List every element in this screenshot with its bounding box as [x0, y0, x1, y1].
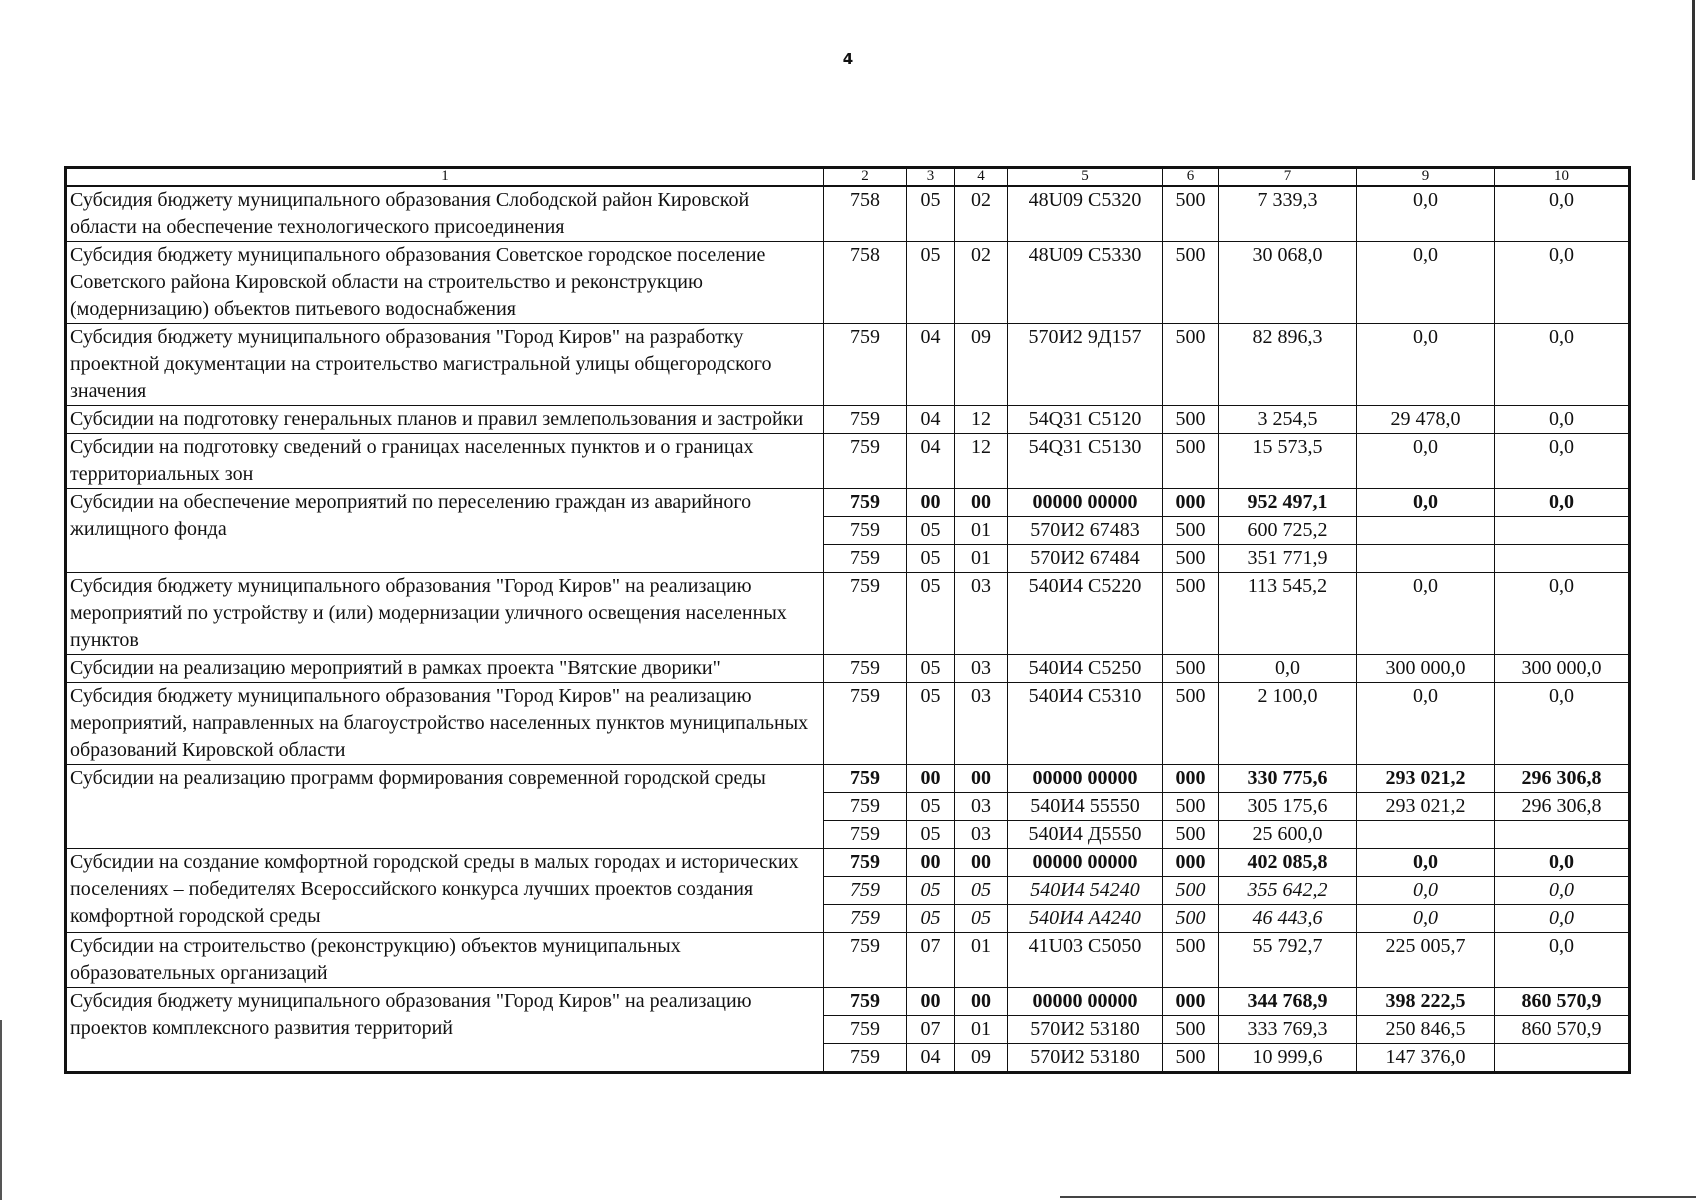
- table-cell: 500: [1163, 1016, 1219, 1044]
- table-cell: 860 570,9: [1495, 988, 1629, 1016]
- table-cell: 500: [1163, 683, 1219, 765]
- table-cell: 0,0: [1357, 573, 1495, 655]
- table-cell: 540И4 55550: [1008, 793, 1163, 821]
- table-cell: 2 100,0: [1219, 683, 1357, 765]
- table-cell: 09: [955, 1044, 1008, 1072]
- table-cell: 296 306,8: [1495, 793, 1629, 821]
- table-cell: 04: [907, 434, 955, 489]
- table-cell: 570И2 9Д157: [1008, 324, 1163, 406]
- table-cell: 000: [1163, 765, 1219, 793]
- table-cell: 000: [1163, 489, 1219, 517]
- table-cell: 00000 00000: [1008, 765, 1163, 793]
- table-cell: 01: [955, 545, 1008, 573]
- table-cell: 05: [907, 186, 955, 242]
- table-row: [67, 406, 1629, 434]
- table-cell: 0,0: [1495, 406, 1629, 434]
- table-cell: 759: [824, 1016, 907, 1044]
- table-cell: 759: [824, 765, 907, 793]
- table-cell: 41U03 С5050: [1008, 933, 1163, 988]
- table-cell: 00: [907, 849, 955, 877]
- table-cell: 759: [824, 683, 907, 765]
- table-cell: 30 068,0: [1219, 242, 1357, 324]
- table-cell: 333 769,3: [1219, 1016, 1357, 1044]
- table-cell: 570И2 67484: [1008, 545, 1163, 573]
- table-cell: 0,0: [1495, 186, 1629, 242]
- table-row: [67, 683, 1629, 765]
- table-cell: 758: [824, 242, 907, 324]
- table-cell: 03: [955, 821, 1008, 849]
- table-cell: 759: [824, 406, 907, 434]
- table-cell: 759: [824, 655, 907, 683]
- table-cell: 00: [955, 988, 1008, 1016]
- table-cell: 759: [824, 988, 907, 1016]
- row-description: Субсидия бюджету муниципального образования "Город Киров" на реализацию мероприятий по устройству и (или) модернизации уличного освещения населенных пунктов: [67, 573, 824, 655]
- table-cell: 500: [1163, 406, 1219, 434]
- header-cell: 10: [1495, 169, 1629, 187]
- table-cell: 300 000,0: [1357, 655, 1495, 683]
- table-cell: 00: [907, 765, 955, 793]
- table-cell: 00: [907, 489, 955, 517]
- table-cell: 05: [907, 242, 955, 324]
- row-description: Субсидия бюджету муниципального образования "Город Киров" на разработку проектной документации на строительство магистральной улицы общегородского значения: [67, 324, 824, 406]
- table-cell: 300 000,0: [1495, 655, 1629, 683]
- table-cell: 402 085,8: [1219, 849, 1357, 877]
- table-cell: 398 222,5: [1357, 988, 1495, 1016]
- table-cell: 759: [824, 573, 907, 655]
- table-cell: 296 306,8: [1495, 765, 1629, 793]
- row-description: Субсидия бюджету муниципального образования "Город Киров" на реализацию мероприятий, направленных на благоустройство населенных пунктов муниципальных образований Кировской области: [67, 683, 824, 765]
- table-cell: [1495, 1044, 1629, 1072]
- table-cell: 759: [824, 545, 907, 573]
- table-cell: 860 570,9: [1495, 1016, 1629, 1044]
- table-cell: 0,0: [1357, 186, 1495, 242]
- table-cell: 759: [824, 877, 907, 905]
- table-cell: 759: [824, 905, 907, 933]
- table-cell: 0,0: [1357, 905, 1495, 933]
- table-cell: 500: [1163, 877, 1219, 905]
- table-cell: 03: [955, 793, 1008, 821]
- table-cell: 02: [955, 242, 1008, 324]
- table-header: [67, 169, 1629, 187]
- table-cell: 03: [955, 683, 1008, 765]
- table-cell: 500: [1163, 517, 1219, 545]
- table-cell: 0,0: [1357, 324, 1495, 406]
- table-cell: 0,0: [1495, 683, 1629, 765]
- table-row: [67, 324, 1629, 406]
- table-cell: 01: [955, 517, 1008, 545]
- table-cell: [1357, 517, 1495, 545]
- table-cell: 46 443,6: [1219, 905, 1357, 933]
- table-row: [67, 933, 1629, 988]
- table-cell: [1357, 821, 1495, 849]
- table-cell: 05: [907, 545, 955, 573]
- table-cell: 04: [907, 1044, 955, 1072]
- header-cell: 9: [1357, 169, 1495, 187]
- table-cell: 540И4 С5250: [1008, 655, 1163, 683]
- row-description: Субсидия бюджету муниципального образования "Город Киров" на реализацию проектов комплексного развития территорий: [67, 988, 824, 1072]
- table-cell: 01: [955, 1016, 1008, 1044]
- table-cell: 05: [907, 877, 955, 905]
- table-cell: 0,0: [1495, 849, 1629, 877]
- table-row: [67, 242, 1629, 324]
- table-cell: 570И2 67483: [1008, 517, 1163, 545]
- table-cell: 15 573,5: [1219, 434, 1357, 489]
- table-cell: 0,0: [1495, 489, 1629, 517]
- table-cell: 113 545,2: [1219, 573, 1357, 655]
- table-cell: 540И4 54240: [1008, 877, 1163, 905]
- table-cell: 305 175,6: [1219, 793, 1357, 821]
- table-row: [67, 489, 1629, 517]
- table-cell: 12: [955, 434, 1008, 489]
- table-cell: 09: [955, 324, 1008, 406]
- table-row: [67, 765, 1629, 793]
- table-cell: 00: [955, 489, 1008, 517]
- table-cell: 293 021,2: [1357, 765, 1495, 793]
- table-cell: 12: [955, 406, 1008, 434]
- table-cell: 0,0: [1357, 242, 1495, 324]
- table-cell: 600 725,2: [1219, 517, 1357, 545]
- table-cell: 04: [907, 406, 955, 434]
- header-row: [67, 169, 1629, 187]
- table-cell: 000: [1163, 988, 1219, 1016]
- table-cell: 225 005,7: [1357, 933, 1495, 988]
- table-cell: 500: [1163, 545, 1219, 573]
- row-description: Субсидии на реализацию программ формирования современной городской среды: [67, 765, 824, 849]
- table-cell: 05: [907, 517, 955, 545]
- scan-edge-mark: [1692, 0, 1695, 180]
- table-cell: 344 768,9: [1219, 988, 1357, 1016]
- table-cell: 54Q31 С5120: [1008, 406, 1163, 434]
- table-cell: 82 896,3: [1219, 324, 1357, 406]
- table-cell: 759: [824, 821, 907, 849]
- table-cell: 355 642,2: [1219, 877, 1357, 905]
- table-cell: 0,0: [1357, 434, 1495, 489]
- table-cell: 0,0: [1219, 655, 1357, 683]
- table-row: [67, 849, 1629, 877]
- header-cell: 4: [955, 169, 1008, 187]
- table-cell: 05: [907, 905, 955, 933]
- table-cell: 05: [907, 655, 955, 683]
- table-cell: 500: [1163, 905, 1219, 933]
- table-cell: 25 600,0: [1219, 821, 1357, 849]
- table-cell: 00000 00000: [1008, 489, 1163, 517]
- table-cell: 759: [824, 1044, 907, 1072]
- table-cell: 500: [1163, 793, 1219, 821]
- table-cell: 0,0: [1357, 489, 1495, 517]
- table-cell: 759: [824, 933, 907, 988]
- table-cell: 10 999,6: [1219, 1044, 1357, 1072]
- table-cell: 0,0: [1495, 877, 1629, 905]
- row-description: Субсидии на подготовку генеральных планов и правил землепользования и застройки: [67, 406, 824, 434]
- table-row: [67, 573, 1629, 655]
- header-cell: 7: [1219, 169, 1357, 187]
- table-cell: 03: [955, 573, 1008, 655]
- budget-table: [66, 168, 1629, 1072]
- table-cell: 3 254,5: [1219, 406, 1357, 434]
- table-cell: 500: [1163, 655, 1219, 683]
- table-cell: 147 376,0: [1357, 1044, 1495, 1072]
- table-cell: 540И4 Д5550: [1008, 821, 1163, 849]
- table-cell: 05: [907, 683, 955, 765]
- table-cell: 759: [824, 324, 907, 406]
- table-cell: 02: [955, 186, 1008, 242]
- table-cell: 0,0: [1357, 877, 1495, 905]
- table-cell: 500: [1163, 573, 1219, 655]
- table-cell: 00000 00000: [1008, 988, 1163, 1016]
- table-cell: 759: [824, 793, 907, 821]
- table-body: [67, 186, 1629, 1072]
- table-cell: 540И4 А4240: [1008, 905, 1163, 933]
- table-cell: 500: [1163, 434, 1219, 489]
- table-cell: 540И4 С5220: [1008, 573, 1163, 655]
- table-row: [67, 186, 1629, 242]
- table-cell: 05: [907, 821, 955, 849]
- table-cell: 0,0: [1357, 849, 1495, 877]
- table-cell: 500: [1163, 186, 1219, 242]
- table-cell: 48U09 С5330: [1008, 242, 1163, 324]
- table-cell: 500: [1163, 1044, 1219, 1072]
- header-cell: 6: [1163, 169, 1219, 187]
- table-cell: 29 478,0: [1357, 406, 1495, 434]
- table-cell: 759: [824, 849, 907, 877]
- table-cell: 330 775,6: [1219, 765, 1357, 793]
- table-cell: 05: [955, 877, 1008, 905]
- table-cell: 500: [1163, 933, 1219, 988]
- table-cell: 07: [907, 1016, 955, 1044]
- table-cell: 05: [955, 905, 1008, 933]
- table-cell: 000: [1163, 849, 1219, 877]
- table-cell: 0,0: [1495, 242, 1629, 324]
- table-cell: 54Q31 С5130: [1008, 434, 1163, 489]
- table-cell: 05: [907, 573, 955, 655]
- table-cell: [1495, 517, 1629, 545]
- table-cell: 07: [907, 933, 955, 988]
- table-cell: 01: [955, 933, 1008, 988]
- table-row: [67, 434, 1629, 489]
- table-cell: 05: [907, 793, 955, 821]
- row-description: Субсидии на создание комфортной городской среды в малых городах и исторических поселениях – победителях Всероссийского конкурса лучших проектов создания комфортной городской среды: [67, 849, 824, 933]
- table-cell: 952 497,1: [1219, 489, 1357, 517]
- table-row: [67, 655, 1629, 683]
- page-number: 4: [842, 50, 854, 68]
- row-description: Субсидии на подготовку сведений о границах населенных пунктов и о границах территориальных зон: [67, 434, 824, 489]
- table-cell: 759: [824, 517, 907, 545]
- table-cell: 0,0: [1357, 683, 1495, 765]
- table-cell: 0,0: [1495, 933, 1629, 988]
- table-cell: 03: [955, 655, 1008, 683]
- table-cell: 293 021,2: [1357, 793, 1495, 821]
- table-cell: 500: [1163, 324, 1219, 406]
- table-row: [67, 988, 1629, 1016]
- table-cell: 04: [907, 324, 955, 406]
- row-description: Субсидии на реализацию мероприятий в рамках проекта "Вятские дворики": [67, 655, 824, 683]
- table-cell: [1495, 545, 1629, 573]
- table-cell: 759: [824, 489, 907, 517]
- table-cell: 500: [1163, 242, 1219, 324]
- row-description: Субсидия бюджету муниципального образования Советское городское поселение Советского района Кировской области на строительство и реконструкцию (модернизацию) объектов питьевого водоснабжения: [67, 242, 824, 324]
- table-cell: 758: [824, 186, 907, 242]
- table-cell: 250 846,5: [1357, 1016, 1495, 1044]
- header-cell: 3: [907, 169, 955, 187]
- table-cell: 0,0: [1495, 573, 1629, 655]
- table-cell: 351 771,9: [1219, 545, 1357, 573]
- row-description: Субсидии на обеспечение мероприятий по переселению граждан из аварийного жилищного фонда: [67, 489, 824, 573]
- table-cell: 0,0: [1495, 905, 1629, 933]
- table-cell: 00: [907, 988, 955, 1016]
- table-cell: 7 339,3: [1219, 186, 1357, 242]
- table-cell: 0,0: [1495, 324, 1629, 406]
- table-cell: [1357, 545, 1495, 573]
- table-cell: 00: [955, 849, 1008, 877]
- table-cell: 48U09 С5320: [1008, 186, 1163, 242]
- row-description: Субсидия бюджету муниципального образования Слободской район Кировской области на обеспечение технологического присоединения: [67, 186, 824, 242]
- table-cell: 55 792,7: [1219, 933, 1357, 988]
- table-cell: 00000 00000: [1008, 849, 1163, 877]
- table-cell: 0,0: [1495, 434, 1629, 489]
- table-cell: 500: [1163, 821, 1219, 849]
- table-cell: 540И4 С5310: [1008, 683, 1163, 765]
- header-cell: 1: [67, 169, 824, 187]
- row-description: Субсидии на строительство (реконструкцию) объектов муниципальных образовательных организаций: [67, 933, 824, 988]
- scan-edge-mark: [0, 1020, 2, 1200]
- table-cell: 570И2 53180: [1008, 1016, 1163, 1044]
- scan-edge-mark: [1060, 1196, 1696, 1198]
- table-cell: [1495, 821, 1629, 849]
- table-cell: 00: [955, 765, 1008, 793]
- table-cell: 759: [824, 434, 907, 489]
- header-cell: 2: [824, 169, 907, 187]
- table-cell: 570И2 53180: [1008, 1044, 1163, 1072]
- header-cell: 5: [1008, 169, 1163, 187]
